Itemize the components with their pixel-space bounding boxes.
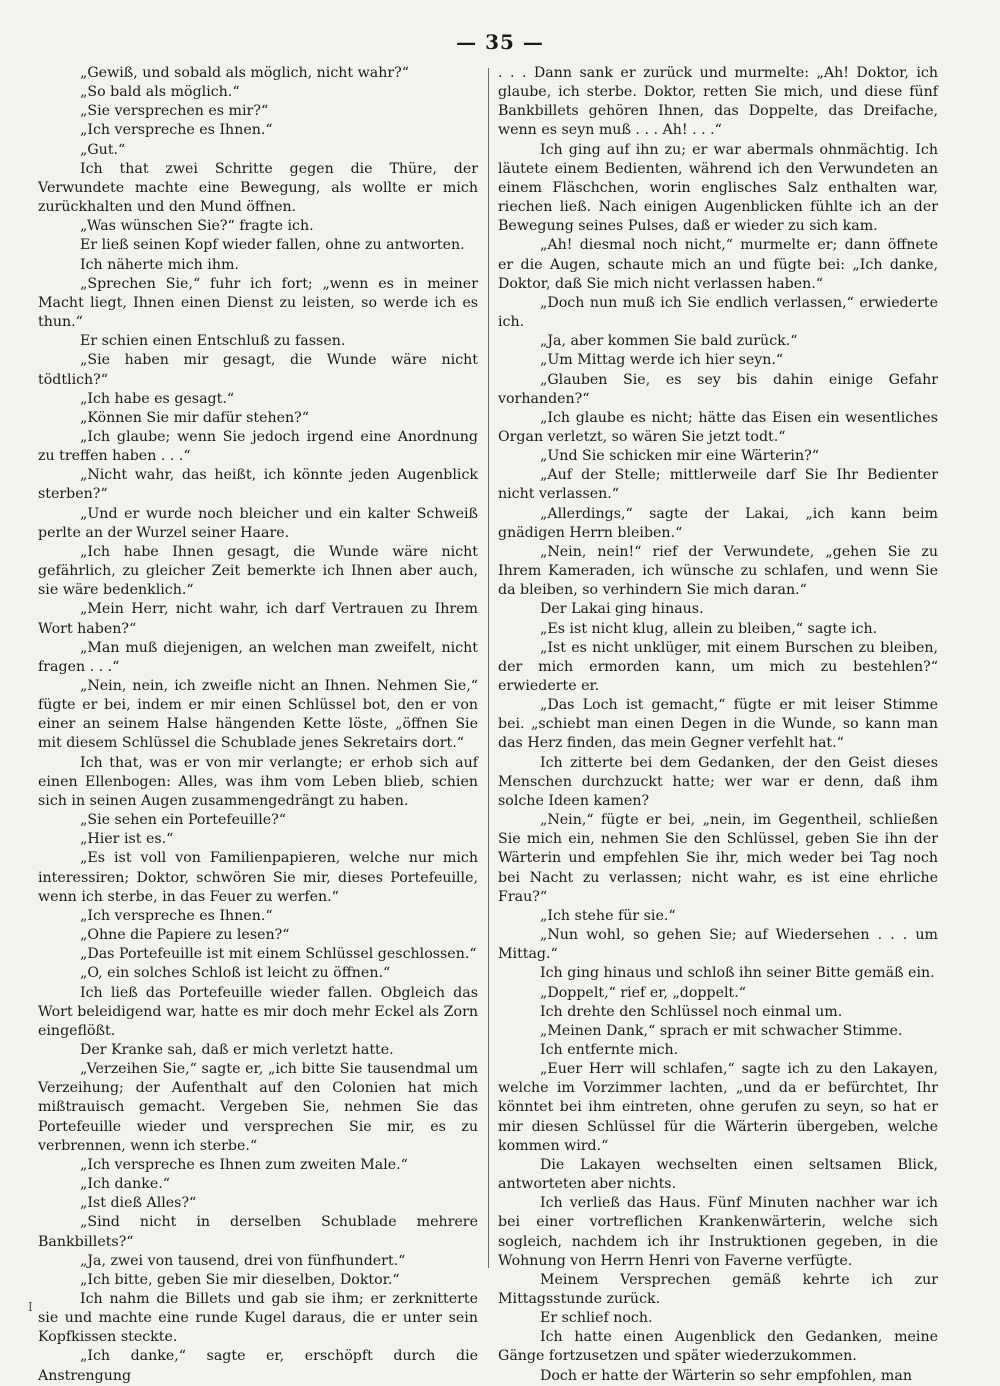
paragraph: Ich hatte einen Augenblick den Gedanken, meine Gänge fortzusetzen und später wiederzukommen. — [498, 1329, 938, 1365]
paragraph: „Nein, nein, ich zweifle nicht an Ihnen. Nehmen Sie,“ fügte er bei, indem er mir einen Schlüssel bot, den er von einer an seinem Halse hängenden Kette löste, „öffnen Sie mit diesem Schlüssel die Schublade jenes Sekretairs dort.“ — [38, 678, 478, 752]
paragraph: „Sie versprechen es mir?“ — [80, 103, 269, 120]
paragraph: „Ist dieß Alles?“ — [80, 1195, 197, 1212]
paragraph: Die Lakayen wechselten einen seltsamen Blick, antworteten aber nichts. — [498, 1156, 938, 1193]
paragraph: Doch er hatte der Wärterin so sehr empfohlen, man — [540, 1367, 912, 1384]
paragraph: „Ich verspreche es Ihnen zum zweiten Male.“ — [80, 1156, 408, 1173]
paragraph: „Können Sie mir dafür stehen?“ — [80, 409, 310, 426]
paragraph: „Ich glaube es nicht; hätte das Eisen ein wesentliches Organ verletzt, so wären Sie jetzt todt.“ — [498, 409, 938, 445]
paragraph: „Was wünschen Sie?“ fragte ich. — [80, 218, 314, 235]
paragraph: „Ja, zwei von tausend, drei von fünfhundert.“ — [80, 1252, 406, 1269]
paragraph: „Nicht wahr, das heißt, ich könnte jeden Augenblick sterben?“ — [38, 467, 478, 503]
paragraph: Ich ging hinaus und schloß ihn seiner Bitte gemäß ein. — [540, 965, 935, 982]
paragraph: „Doch nun muß ich Sie endlich verlassen,“ erwiederte ich. — [498, 294, 938, 331]
paragraph: . . . Dann sank er zurück und murmelte: „Ah! Doktor, ich glaube, ich sterbe. Doktor, retten Sie mich, und diese fünf Bankbillets gehören Ihnen, das Doppelte, das Dreifache, wenn es seyn muß . . . Ah! . . .“ — [498, 65, 938, 139]
paragraph: „Man muß diejenigen, an welchen man zweifelt, nicht fragen . . .“ — [38, 639, 478, 675]
paragraph: Meinem Versprechen gemäß kehrte ich zur Mittagsstunde zurück. — [498, 1271, 938, 1307]
paragraph: „Ich verspreche es Ihnen.“ — [80, 122, 273, 139]
paragraph: „So bald als möglich.“ — [80, 84, 240, 101]
paragraph: „Es ist nicht klug, allein zu bleiben,“ sagte ich. — [540, 620, 878, 637]
paragraph: Ich näherte mich ihm. — [80, 256, 239, 273]
paragraph: Er schien einen Entschluß zu fassen. — [80, 333, 346, 350]
paragraph: „Nun wohl, so gehen Sie; auf Wiedersehen . . . um Mittag.“ — [498, 927, 938, 963]
paragraph: Er schlief noch. — [540, 1310, 653, 1327]
paragraph: Ich drehte den Schlüssel noch einmal um. — [540, 1003, 843, 1020]
paragraph: Ich nahm die Billets und gab sie ihm; er zerknitterte sie und machte eine runde Kugel daraus, die er unter sein Kopfkissen steckte. — [38, 1291, 478, 1346]
paragraph: „Sind nicht in derselben Schublade mehrere Bankbillets?“ — [38, 1214, 478, 1250]
paragraph: „Es ist voll von Familienpapieren, welche nur mich interessiren; Doktor, schwören Sie mir, dieses Portefeuille, wenn ich sterbe, in das Feuer zu werfen.“ — [38, 850, 478, 905]
paragraph: „Das Portefeuille ist mit einem Schlüssel geschlossen.“ — [80, 946, 477, 963]
paragraph: „Ich stehe für sie.“ — [540, 907, 676, 924]
paragraph: „Glauben Sie, es sey bis dahin einige Gefahr vorhanden?“ — [498, 371, 938, 407]
paragraph: „Ich danke.“ — [80, 1176, 170, 1193]
paragraph: „Meinen Dank,“ sprach er mit schwacher Stimme. — [540, 1022, 903, 1039]
column-divider — [488, 68, 489, 1268]
paragraph: Ich ließ das Portefeuille wieder fallen. Obgleich das Wort beleidigend war, hatte es mir doch mehr Eckel als Zorn eingeflößt. — [38, 984, 478, 1039]
paragraph: „Hier ist es.“ — [80, 831, 174, 848]
paragraph: „Ist es nicht unklüger, mit einem Burschen zu bleiben, der mich ermorden kann, um mich zu bestehlen?“ erwiederte er. — [498, 639, 938, 694]
paragraph: „Das Loch ist gemacht,“ fügte er mit leiser Stimme bei. „schiebt man einen Degen in die Wunde, so kann man das Herz finden, das mein Gegner verfehlt hat.“ — [498, 697, 938, 752]
paragraph: Der Lakai ging hinaus. — [540, 601, 704, 618]
paragraph: „Gut.“ — [80, 141, 126, 158]
paragraph: „Sprechen Sie,“ fuhr ich fort; „wenn es in meiner Macht liegt, Ihnen einen Dienst zu leisten, so werde ich es thun.“ — [38, 275, 478, 331]
paragraph: „Mein Herr, nicht wahr, ich darf Vertrauen zu Ihrem Wort haben?“ — [38, 601, 478, 637]
paragraph: „Ich bitte, geben Sie mir dieselben, Doktor.“ — [80, 1271, 400, 1288]
paragraph: Ich zitterte bei dem Gedanken, der den Geist dieses Menschen durchzuckt hatte; wer war er denn, daß ihm solche Ideen kamen? — [498, 754, 938, 809]
left-column — [38, 64, 478, 1384]
paragraph: „Nein,“ fügte er bei, „nein, im Gegentheil, schließen Sie mich ein, nehmen Sie den Schlüssel, geben Sie ihn der Wärterin und empfehlen Sie ihr, mich weder bei Tag noch bei Nacht zu verlassen; nicht wahr, es ist eine ehrliche Frau?“ — [498, 812, 938, 905]
paragraph: „Ich habe es gesagt.“ — [80, 390, 235, 407]
paragraph: „Ohne die Papiere zu lesen?“ — [80, 927, 290, 944]
paragraph: „Ich glaube; wenn Sie jedoch irgend eine Anordnung zu treffen haben . . .“ — [38, 428, 478, 465]
paragraph: „Um Mittag werde ich hier seyn.“ — [540, 352, 784, 369]
paragraph: „Auf der Stelle; mittlerweile darf Sie Ihr Bedienter nicht verlassen.“ — [498, 467, 938, 503]
paragraph: „O, ein solches Schloß ist leicht zu öffnen.“ — [80, 965, 391, 982]
paragraph: „Verzeihen Sie,“ sagte er, „ich bitte Sie tausendmal um Verzeihung; der Aufenthalt auf den Colonien hat mich mißtrauisch gemacht. Vergeben Sie, nehmen Sie das Portefeuille wieder und versprechen Sie mir, es zu verbrennen, wenn ich sterbe.“ — [38, 1061, 478, 1154]
paragraph: „Und er wurde noch bleicher und ein kalter Schweiß perlte an der Wurzel seiner Haare. — [38, 505, 478, 541]
paragraph: Ich ging auf ihn zu; er war abermals ohnmächtig. Ich läutete einem Bedienten, während ich den Verwundeten an einem Fläschchen, worin englisches Salz enthalten war, riechen ließ. Nach einigen Augenblicken fühlte ich an der Bewegung seines Pulses, daß er wieder zu sich kam. — [498, 141, 938, 235]
paragraph: „Gewiß, und sobald als möglich, nicht wahr?“ — [80, 65, 410, 81]
paragraph: Ich that, was er von mir verlangte; er erhob sich auf einen Ellenbogen: Alles, was ihm vom Leben blieb, schien sich in seinen Augen zusammengedrängt zu haben. — [38, 754, 478, 809]
margin-mark: I — [28, 1300, 33, 1314]
paragraph: „Sie sehen ein Portefeuille?“ — [80, 812, 286, 829]
paragraph: „Ich danke,“ sagte er, erschöpft durch die Anstrengung — [38, 1348, 478, 1384]
paragraph: Ich entfernte mich. — [540, 1041, 679, 1058]
paragraph: „Ich verspreche es Ihnen.“ — [80, 907, 273, 924]
right-column — [498, 64, 938, 1384]
paragraph: „Ich habe Ihnen gesagt, die Wunde wäre nicht gefährlich, zu gleicher Zeit bemerkte ich Ihnen aber auch, sie wäre bedenklich.“ — [38, 543, 478, 599]
paragraph: Er ließ seinen Kopf wieder fallen, ohne zu antworten. — [80, 237, 465, 254]
paragraph: „Und Sie schicken mir eine Wärterin?“ — [540, 448, 819, 465]
paragraph: „Doppelt,“ rief er, „doppelt.“ — [540, 984, 746, 1001]
paragraph: Ich that zwei Schritte gegen die Thüre, der Verwundete machte eine Bewegung, als wollte er mich zurückhalten und den Mund öffnen. — [38, 160, 478, 216]
paragraph: „Euer Herr will schlafen,“ sagte ich zu den Lakayen, welche im Vorzimmer lachten, „und da er befürchtet, Ihr könntet bei ihm eintreten, ohne gerufen zu seyn, so hat er mir diesen Schlüssel für die Wärterin übergeben, welche kommen wird.“ — [498, 1061, 938, 1154]
paragraph: „Nein, nein!“ rief der Verwundete, „gehen Sie zu Ihrem Kameraden, ich wünsche zu schlafen, und wenn Sie da bleiben, so verhindern Sie mich daran.“ — [498, 543, 938, 599]
paragraph: „Sie haben mir gesagt, die Wunde wäre nicht tödtlich?“ — [38, 352, 478, 388]
paragraph: „Allerdings,“ sagte der Lakai, „ich kann beim gnädigen Herrn bleiben.“ — [498, 505, 938, 541]
paragraph: „Ah! diesmal noch nicht,“ murmelte er; dann öffnete er die Augen, schaute mich an und fügte bei: „Ich danke, Doktor, daß Sie mich nicht verlassen haben.“ — [498, 237, 938, 292]
paragraph: „Ja, aber kommen Sie bald zurück.“ — [540, 333, 798, 350]
paragraph: Der Kranke sah, daß er mich verletzt hatte. — [80, 1041, 394, 1058]
paragraph: Ich verließ das Haus. Fünf Minuten nachher war ich bei einer vortreflichen Krankenwärterin, welche sich sogleich, nachdem ich ihr Instruktionen gegeben, in die Wohnung von Herrn Henri von Faverne verfügte. — [498, 1195, 938, 1269]
page-number: — 35 — — [456, 30, 544, 54]
